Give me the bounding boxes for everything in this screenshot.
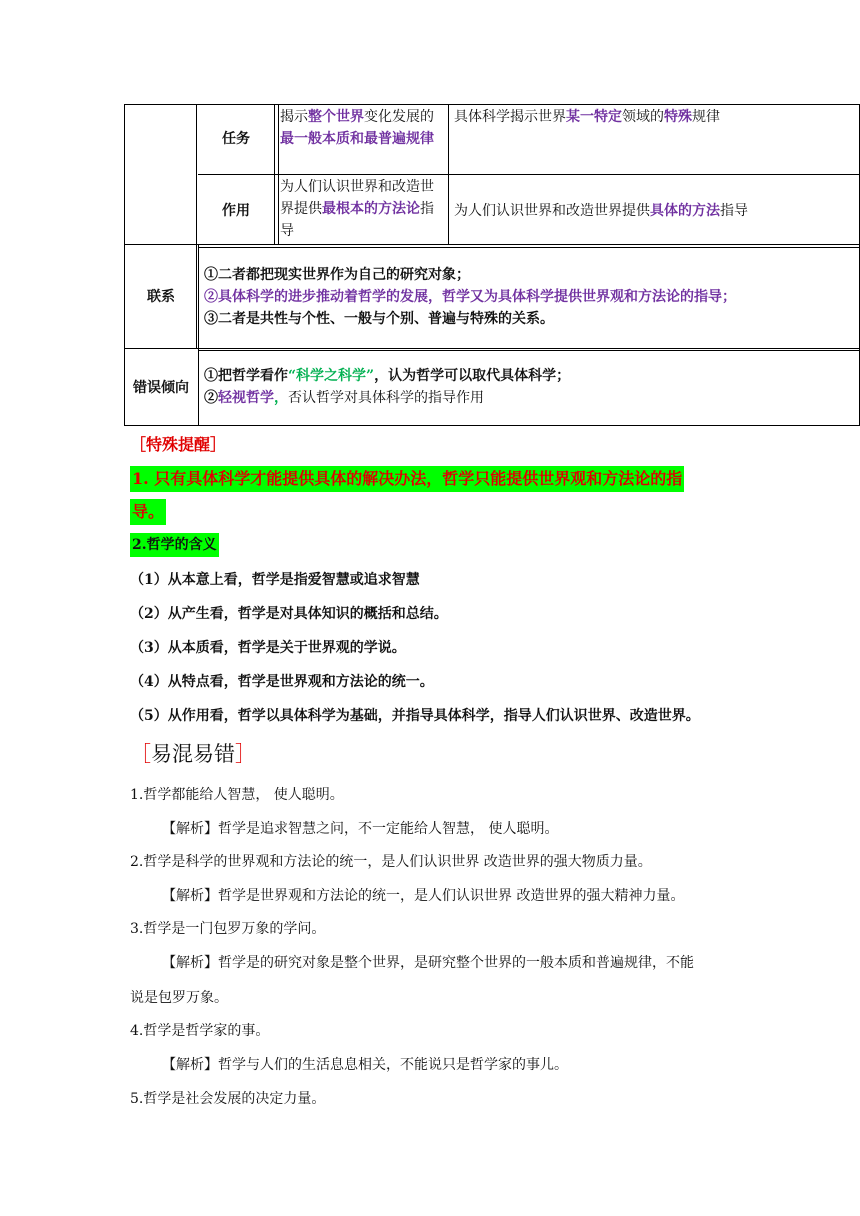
- link-item-3: ③二者是共性与个性、一般与个别、普遍与特殊的关系。: [204, 311, 554, 327]
- mistake-statement: 4.哲学是哲学家的事。: [130, 1023, 270, 1039]
- mistake-analysis: 【解析】哲学是世界观和方法论的统一，是人们认识世界 改造世界的强大精神力量。: [162, 888, 685, 904]
- row-divider: [124, 348, 860, 349]
- col-divider: [448, 104, 449, 244]
- easy-mistakes-heading: ［易混易错］: [130, 742, 256, 766]
- row-label-role: 作用: [222, 203, 250, 219]
- definition-item: （1）从本意上看，哲学是指爱智慧或追求智慧: [130, 572, 420, 588]
- table-border-top: [124, 104, 860, 105]
- row-label-task: 任务: [222, 131, 250, 147]
- definition-item: （5）从作用看，哲学以具体科学为基础，并指导具体科学，指导人们认识世界、改造世界。: [130, 708, 700, 724]
- mistake-statement: 1.哲学都能给人智慧， 使人聪明。: [130, 787, 344, 803]
- mistake-statement: 5.哲学是社会发展的决定力量。: [130, 1091, 326, 1107]
- mistake-statement: 3.哲学是一门包罗万象的学问。: [130, 921, 326, 937]
- row-divider: [198, 247, 860, 248]
- mistake-analysis: 【解析】哲学是的研究对象是整个世界，是研究整个世界的一般本质和普遍规律，不能: [162, 955, 694, 971]
- row-divider: [198, 350, 860, 351]
- reminder-point-1-cont: 导。: [130, 499, 166, 525]
- task-science-cell: 具体科学揭示世界某一特定领域的特殊规律: [454, 109, 720, 125]
- error-item-1: ①把哲学看作“科学之科学”，认为哲学可以取代具体科学；: [204, 368, 571, 384]
- task-philosophy-cell: 揭示整个世界变化发展的最一般本质和最普遍规律: [280, 109, 434, 147]
- role-philosophy-cell: 为人们认识世界和改造世界提供最根本的方法论指导: [280, 179, 434, 239]
- reminder-point-1: 1. 只有具体科学才能提供具体的解决办法，哲学只能提供世界观和方法论的指: [130, 466, 684, 492]
- error-items: [204, 365, 854, 409]
- mistake-analysis: 【解析】哲学是追求智慧之问，不一定能给人智慧， 使人聪明。: [162, 821, 559, 837]
- mistake-analysis-cont: 说是包罗万象。: [130, 990, 228, 1006]
- row-label-link: 联系: [147, 289, 175, 305]
- definition-item: （2）从产生看，哲学是对具体知识的概括和总结。: [130, 606, 448, 622]
- col-divider: [274, 104, 275, 244]
- col-divider: [278, 104, 279, 244]
- error-item-2: ②轻视哲学，否认哲学对具体科学的指导作用: [204, 390, 484, 406]
- row-divider: [198, 174, 860, 175]
- col-divider: [198, 244, 199, 425]
- philosophy-meaning-heading: 2.哲学的含义: [130, 533, 219, 557]
- role-science-cell: 为人们认识世界和改造世界提供具体的方法指导: [454, 203, 748, 219]
- link-item-2: ②具体科学的进步推动着哲学的发展，哲学又为具体科学提供世界观和方法论的指导；: [204, 289, 736, 305]
- mistake-statement: 2.哲学是科学的世界观和方法论的统一，是人们认识世界 改造世界的强大物质力量。: [130, 854, 652, 870]
- table-border-bottom: [124, 425, 860, 426]
- row-label-error: 错误倾向: [133, 380, 189, 396]
- definition-item: （3）从本质看，哲学是关于世界观的学说。: [130, 640, 406, 656]
- link-items: [204, 264, 854, 330]
- comparison-table: [124, 104, 860, 426]
- link-item-1: ①二者都把现实世界作为自己的研究对象；: [204, 267, 470, 283]
- definition-item: （4）从特点看，哲学是世界观和方法论的统一。: [130, 674, 434, 690]
- mistake-analysis: 【解析】哲学与人们的生活息息相关，不能说只是哲学家的事儿。: [162, 1057, 568, 1073]
- reminder-heading: ［特殊提醒］: [130, 435, 227, 454]
- row-divider: [124, 244, 860, 245]
